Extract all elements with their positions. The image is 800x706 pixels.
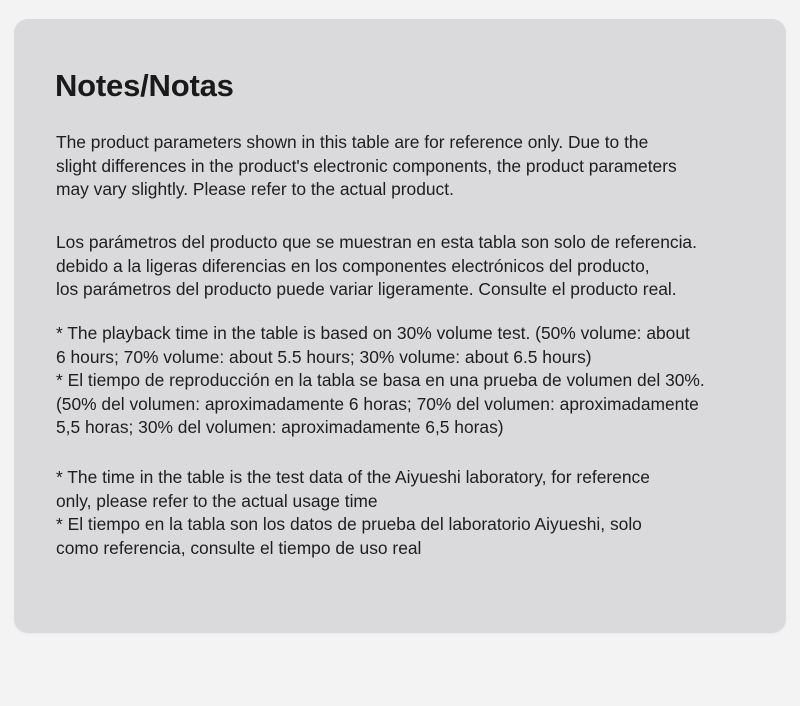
note-line: 5,5 horas; 30% del volumen: aproximadamente 6,5 horas) — [56, 417, 504, 437]
note-line: * El tiempo de reproducción en la tabla se basa en una prueba de volumen del 30%. — [56, 370, 705, 390]
note-line: los parámetros del producto puede variar ligeramente. Consulte el producto real. — [56, 279, 677, 299]
note-paragraph-spanish-reference — [56, 231, 697, 302]
note-line: como referencia, consulte el tiempo de uso real — [56, 537, 422, 558]
note-line: Los parámetros del producto que se muestran en esta tabla son solo de referencia. — [56, 232, 697, 252]
note-line: * El tiempo en la tabla son los datos de prueba del laboratorio Aiyueshi, solo — [56, 514, 642, 534]
note-line: may vary slightly. Please refer to the actual product. — [56, 179, 454, 199]
note-line: The product parameters shown in this table are for reference only. Due to the — [56, 132, 649, 152]
note-line: * The time in the table is the test data of the Aiyueshi laboratory, for reference — [56, 467, 650, 487]
note-line: debido a la ligeras diferencias en los componentes electrónicos del producto, — [56, 255, 650, 276]
note-line: only, please refer to the actual usage time — [56, 490, 378, 511]
note-line: 6 hours; 70% volume: about 5.5 hours; 30% volume: about 6.5 hours) — [56, 346, 592, 367]
note-line: (50% del volumen: aproximadamente 6 horas; 70% del volumen: aproximadamente — [56, 393, 699, 414]
note-line: * The playback time in the table is based on 30% volume test. (50% volume: about — [56, 323, 690, 343]
note-paragraph-lab-data — [56, 466, 650, 560]
note-paragraph-playback-time — [56, 322, 705, 440]
notes-title: Notes/Notas — [55, 68, 234, 103]
note-line: slight differences in the product's electronic components, the product parameters — [56, 155, 677, 176]
notes-card — [14, 19, 786, 633]
note-paragraph-english-reference — [56, 131, 677, 202]
